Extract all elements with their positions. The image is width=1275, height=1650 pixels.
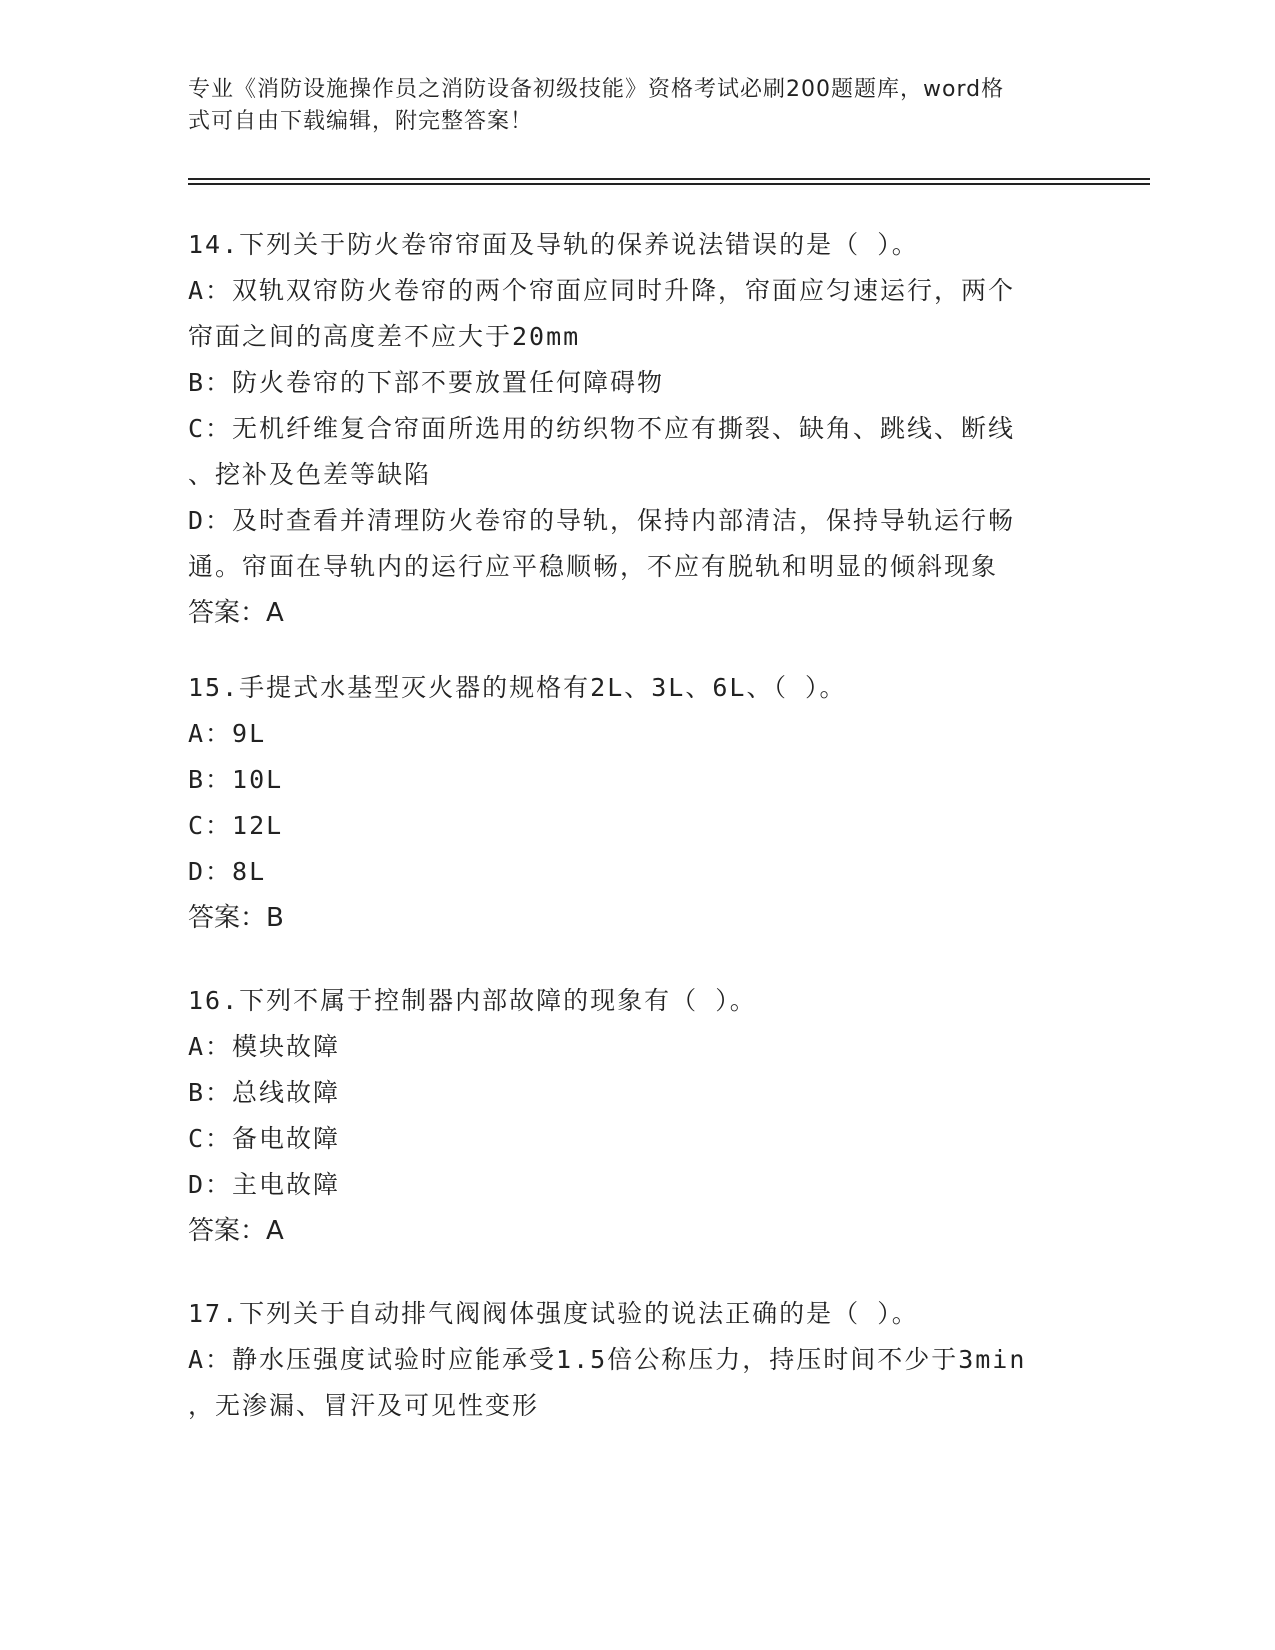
option-b: B：总线故障 <box>188 1078 341 1107</box>
option-c-line-1: C：无机纤维复合帘面所选用的纺织物不应有撕裂、缺角、跳线、断线 <box>188 414 1016 443</box>
option-a: A：模块故障 <box>188 1032 341 1061</box>
document-header <box>188 74 1068 138</box>
option-a-line-1: A：双轨双帘防火卷帘的两个帘面应同时升降，帘面应匀速运行，两个 <box>188 276 1016 305</box>
header-rule-top <box>188 178 1150 180</box>
option-a-line-2: ，无渗漏、冒汗及可见性变形 <box>188 1391 540 1420</box>
option-d: D：主电故障 <box>188 1170 341 1199</box>
answer-line: 答案：A <box>188 1216 284 1246</box>
option-a-line-1: A：静水压强度试验时应能承受1.5倍公称压力，持压时间不少于3min <box>188 1345 1027 1374</box>
option-d-line-1: D：及时查看并清理防火卷帘的导轨，保持内部清洁，保持导轨运行畅 <box>188 506 1016 535</box>
question-stem: 14.下列关于防火卷帘帘面及导轨的保养说法错误的是（ ）。 <box>188 230 919 259</box>
answer-line: 答案：B <box>188 903 284 933</box>
option-b: B：防火卷帘的下部不要放置任何障碍物 <box>188 368 665 397</box>
question-17 <box>188 1291 1088 1429</box>
option-a: A：9L <box>188 719 267 748</box>
question-16 <box>188 978 1088 1254</box>
header-line-1: 专业《消防设施操作员之消防设备初级技能》资格考试必刷200题题库，word格 <box>188 77 1005 102</box>
header-rule-bottom <box>188 183 1150 185</box>
question-stem: 15.手提式水基型灭火器的规格有2L、3L、6L、（ ）。 <box>188 673 847 702</box>
header-line-2: 式可自由下载编辑，附完整答案！ <box>188 109 534 134</box>
option-b: B：10L <box>188 765 284 794</box>
option-c-line-2: 、挖补及色差等缺陷 <box>188 460 432 489</box>
option-d: D：8L <box>188 857 267 886</box>
question-14 <box>188 222 1088 636</box>
option-a-line-2: 帘面之间的高度差不应大于20mm <box>188 322 581 351</box>
option-c: C：备电故障 <box>188 1124 341 1153</box>
question-15 <box>188 665 1088 941</box>
question-stem: 17.下列关于自动排气阀阀体强度试验的说法正确的是（ ）。 <box>188 1299 919 1328</box>
option-d-line-2: 通。帘面在导轨内的运行应平稳顺畅，不应有脱轨和明显的倾斜现象 <box>188 552 999 581</box>
option-c: C：12L <box>188 811 284 840</box>
answer-line: 答案：A <box>188 598 284 628</box>
question-stem: 16.下列不属于控制器内部故障的现象有（ ）。 <box>188 986 757 1015</box>
